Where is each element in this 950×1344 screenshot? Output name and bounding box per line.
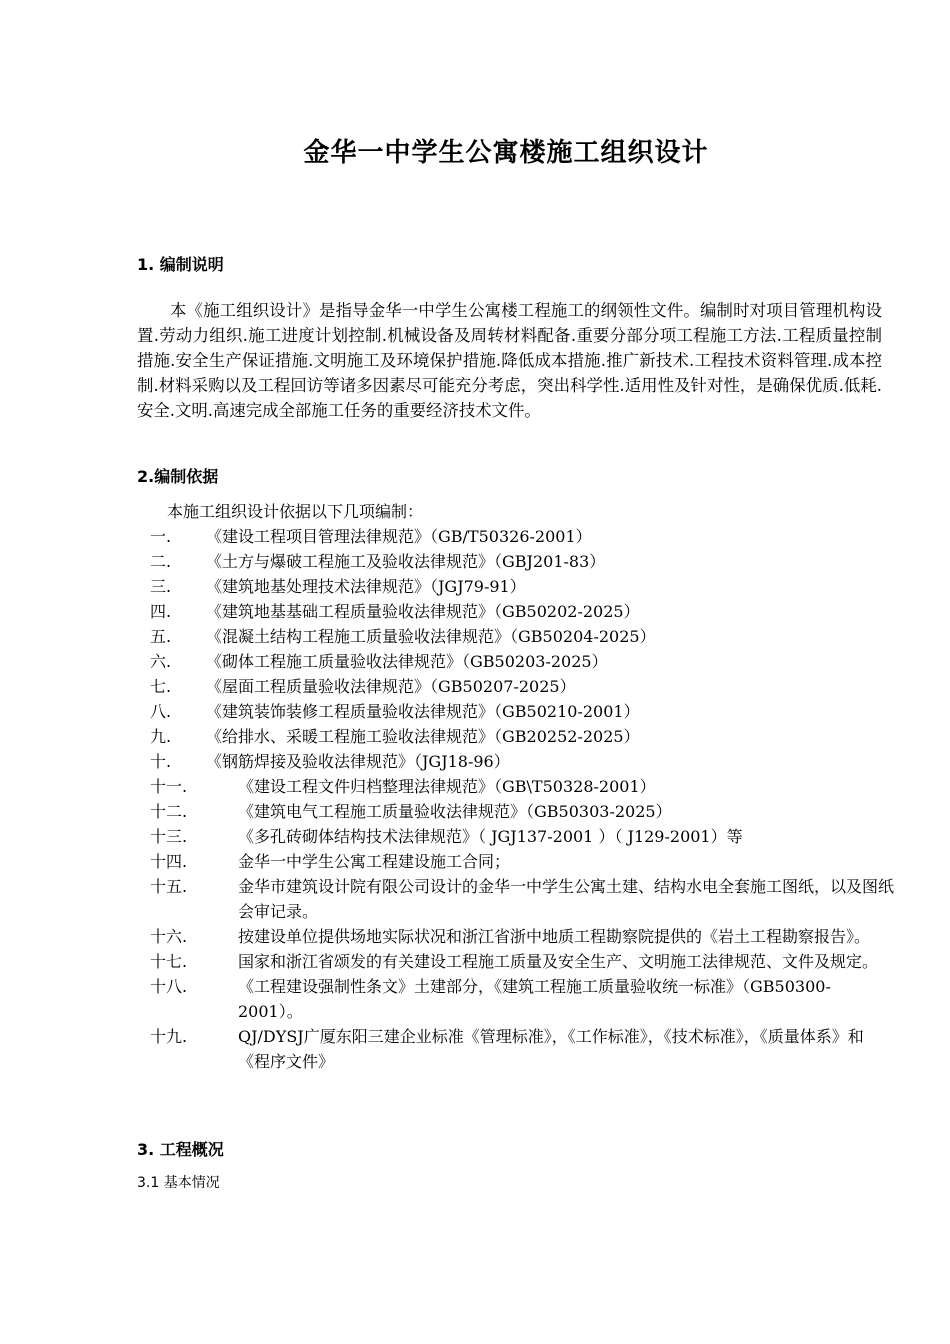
list-item-number: 十六. xyxy=(150,927,188,946)
list-item xyxy=(150,874,895,924)
list-item xyxy=(150,724,895,749)
list-item xyxy=(150,1024,895,1074)
list-item xyxy=(150,699,895,724)
list-item xyxy=(150,599,895,624)
list-item-text: 《砌体工程施工质量验收法律规范》（GB50203-2025） xyxy=(206,652,608,671)
list-item-number: 十五. xyxy=(150,877,188,896)
basis-intro: 本施工组织设计依据以下几项编制： xyxy=(167,502,424,521)
list-item-text: 《多孔砖砌体结构技术法律规范》（ JGJ137-2001 ）（ J129-2001）等 xyxy=(238,827,743,846)
list-item-number: 二. xyxy=(150,552,172,571)
list-item xyxy=(150,824,895,849)
list-item xyxy=(150,624,895,649)
list-item-number: 三. xyxy=(150,577,172,596)
list-item-text: 《混凝土结构工程施工质量验收法律规范》（GB50204-2025） xyxy=(206,627,656,646)
list-item xyxy=(150,849,895,874)
section-heading-3: 3. 工程概况 xyxy=(137,1140,224,1159)
list-item-text: 金华一中学生公寓工程建设施工合同； xyxy=(238,852,511,871)
sub-section-heading: 3.1 基本情况 xyxy=(137,1175,220,1191)
section-1-paragraph: 本《施工组织设计》是指导金华一中学生公寓楼工程施工的纲领性文件。编制时对项目管理机构设置.劳动力组织.施工进度计划控制.机械设备及周转材料配备.重要分部分项工程施工方法.工程质量控制措施.安全生产保证措施.文明施工及环境保护措施.降低成本措施.推广新技术.工程技术资料管理.成本控制.材料采购以及工程回访等诸多因素尽可能充分考虑，突出科学性.适用性及针对性，是确保优质.低耗.安全.文明.高速完成全部施工任务的重要经济技术文件。 xyxy=(137,301,882,420)
list-item-text: 《建筑装饰装修工程质量验收法律规范》（GB50210-2001） xyxy=(206,702,640,721)
list-item xyxy=(150,799,895,824)
list-item-number: 四. xyxy=(150,602,172,621)
list-item-text: 按建设单位提供场地实际状况和浙江省浙中地质工程勘察院提供的《岩土工程勘察报告》。 xyxy=(238,927,871,946)
list-item-text: 《建设工程项目管理法律规范》（GB/T50326-2001） xyxy=(206,527,592,546)
section-heading-1: 1. 编制说明 xyxy=(137,255,224,274)
list-item xyxy=(150,749,895,774)
list-item-text: 《钢筋焊接及验收法律规范》（JGJ18-96） xyxy=(206,752,510,771)
list-item-text: 《屋面工程质量验收法律规范》（GB50207-2025） xyxy=(206,677,576,696)
list-item-text: 国家和浙江省颂发的有关建设工程施工质量及安全生产、文明施工法律规范、文件及规定。 xyxy=(238,952,879,971)
list-item-number: 十. xyxy=(150,752,172,771)
list-item-number: 十一. xyxy=(150,777,188,796)
list-item-number: 十四. xyxy=(150,852,188,871)
list-item-text: 《土方与爆破工程施工及验收法律规范》（GBJ201-83） xyxy=(206,552,606,571)
list-item-number: 八. xyxy=(150,702,172,721)
list-item-text: QJ/DYSJ广厦东阳三建企业标准《管理标准》，《工作标准》，《技术标准》，《质量体系》和《程序文件》 xyxy=(238,1027,864,1071)
list-item-text: 《给排水、采暖工程施工验收法律规范》（GB20252-2025） xyxy=(206,727,640,746)
list-item xyxy=(150,524,895,549)
list-item-text: 《建筑地基基础工程质量验收法律规范》（GB50202-2025） xyxy=(206,602,640,621)
list-item-text: 金华市建筑设计院有限公司设计的金华一中学生公寓土建、结构水电全套施工图纸，以及图纸会审记录。 xyxy=(238,877,895,921)
list-item xyxy=(150,774,895,799)
basis-list xyxy=(150,524,895,1074)
list-item xyxy=(150,574,895,599)
list-item xyxy=(150,674,895,699)
list-item-number: 十二. xyxy=(150,802,188,821)
list-item-number: 十九. xyxy=(150,1027,188,1046)
list-item xyxy=(150,974,895,1024)
list-item-text: 《建筑地基处理技术法律规范》（JGJ79-91） xyxy=(206,577,526,596)
list-item-number: 十七. xyxy=(150,952,188,971)
list-item xyxy=(150,949,895,974)
section-heading-2: 2.编制依据 xyxy=(137,467,219,486)
list-item-text: 《建设工程文件归档整理法律规范》（GB\T50328-2001） xyxy=(238,777,656,796)
list-item-number: 七. xyxy=(150,677,172,696)
list-item-number: 十三. xyxy=(150,827,188,846)
list-item-number: 一. xyxy=(150,527,172,546)
list-item xyxy=(150,649,895,674)
list-item-number: 六. xyxy=(150,652,172,671)
document-title: 金华一中学生公寓楼施工组织设计 xyxy=(303,138,709,168)
list-item-number: 十八. xyxy=(150,977,188,996)
list-item xyxy=(150,924,895,949)
list-item-text: 《工程建设强制性条文》土建部分，《建筑工程施工质量验收统一标准》（GB50300-2001）。 xyxy=(238,977,831,1021)
list-item-number: 五. xyxy=(150,627,172,646)
list-item-text: 《建筑电气工程施工质量验收法律规范》（GB50303-2025） xyxy=(238,802,672,821)
list-item-number: 九. xyxy=(150,727,172,746)
list-item xyxy=(150,549,895,574)
